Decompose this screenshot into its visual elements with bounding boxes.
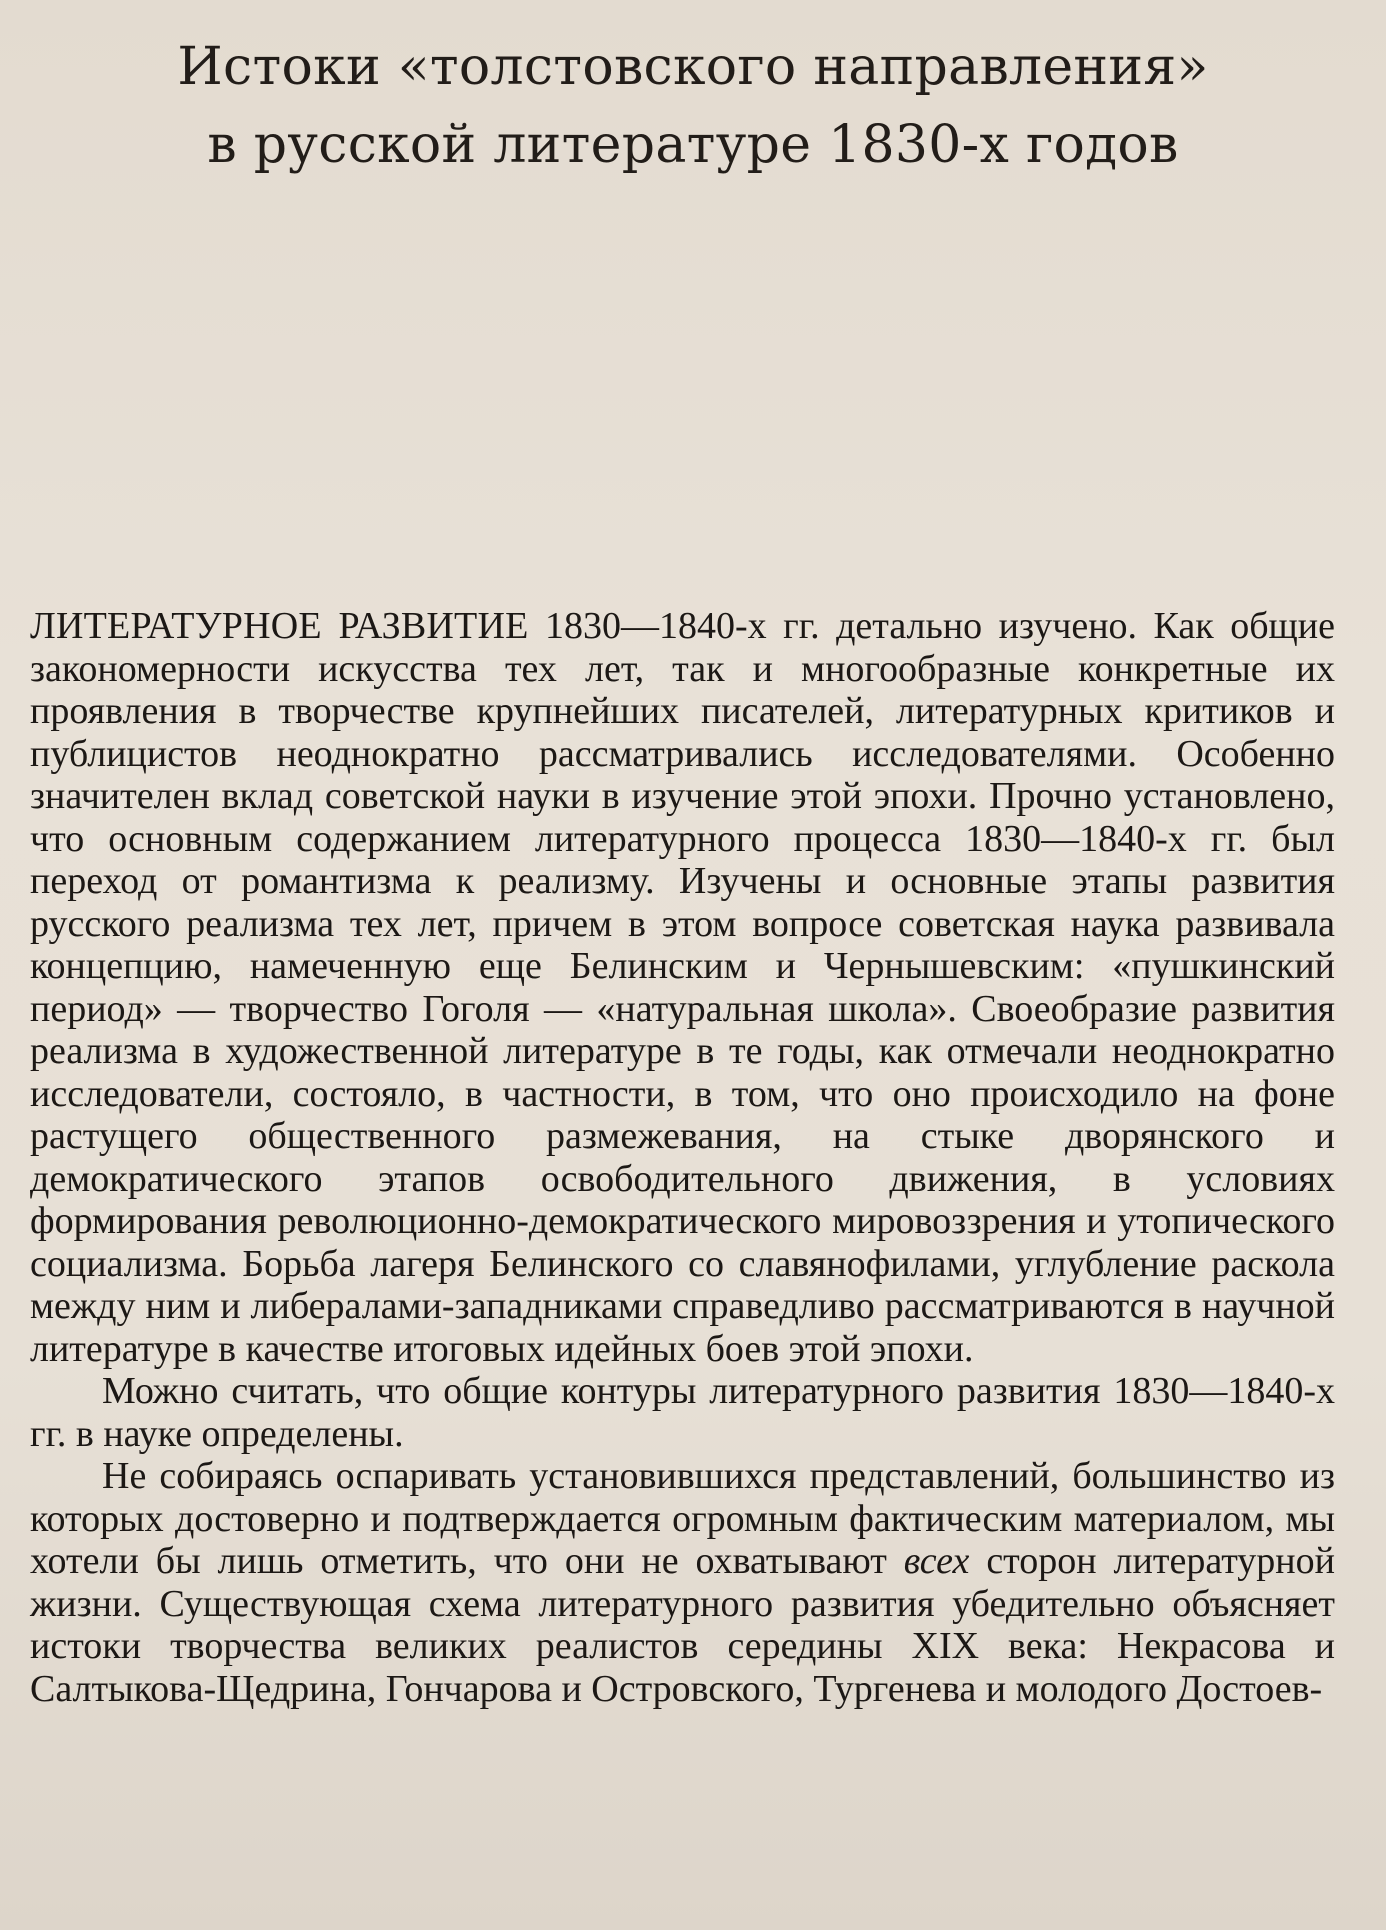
paragraph-3-text-before: Не собираясь оспаривать установившихся представлений, большинство из которых достоверно и подтверждается огромным фактическим материалом, мы хотели бы лишь отметить, что они не охватывают (30, 1455, 1335, 1582)
paragraph-3-text-after: сторон литературной жизни. Существующая схема литературного развития убедительно объясняет истоки творчества великих реалистов середины XIX века: Некрасова и Салтыкова-Щедрина, Гончарова и Островского, Тургенева и молодого Достоев- (30, 1540, 1335, 1710)
paragraph-1 (30, 605, 1335, 1370)
paragraph-1-text: 1830—1840-х гг. детально изучено. Как общие закономерности искусства тех лет, так и многообразные конкретные их проявления в творчестве крупнейших писателей, литературных критиков и публицистов неоднократно рассматривались исследователями. Особенно значителен вклад советской науки в изучение этой эпохи. Прочно установлено, что основным содержанием литературного процесса 1830—1840-х гг. был переход от романтизма к реализму. Изучены и основные этапы развития русского реализма тех лет, причем в этом вопросе советская наука развивала концепцию, намеченную еще Белинским и Чернышевским: «пушкинский период» — творчество Гоголя — «натуральная школа». Своеобразие развития реализма в художественной литературе в те годы, как отмечали неоднократно исследователи, состояло, в частности, в том, что оно происходило на фоне растущего общественного размежевания, на стыке дворянского и демократического этапов освободительного движения, в условиях формирования революционно-демократического мировоззрения и утопического социализма. Борьба лагеря Белинского со славянофилами, углубление раскола между ним и либералами-западниками справедливо рассматриваются в научной литературе в качестве итоговых идейных боев этой эпохи. (30, 605, 1335, 1370)
body-text (30, 605, 1335, 1710)
paragraph-2: Можно считать, что общие контуры литературного развития 1830—1840-х гг. в науке определены. (30, 1370, 1335, 1455)
paragraph-3-emphasis: всех (903, 1540, 970, 1582)
chapter-title-line-1: Истоки «толстовского направления» (177, 37, 1209, 97)
paragraph-3 (30, 1455, 1335, 1710)
chapter-title-line-2: в русской литературе 1830-х годов (207, 115, 1179, 175)
paragraph-1-lead-caps: ЛИТЕРАТУРНОЕ РАЗВИТИЕ (30, 605, 529, 647)
chapter-title (0, 28, 1386, 184)
